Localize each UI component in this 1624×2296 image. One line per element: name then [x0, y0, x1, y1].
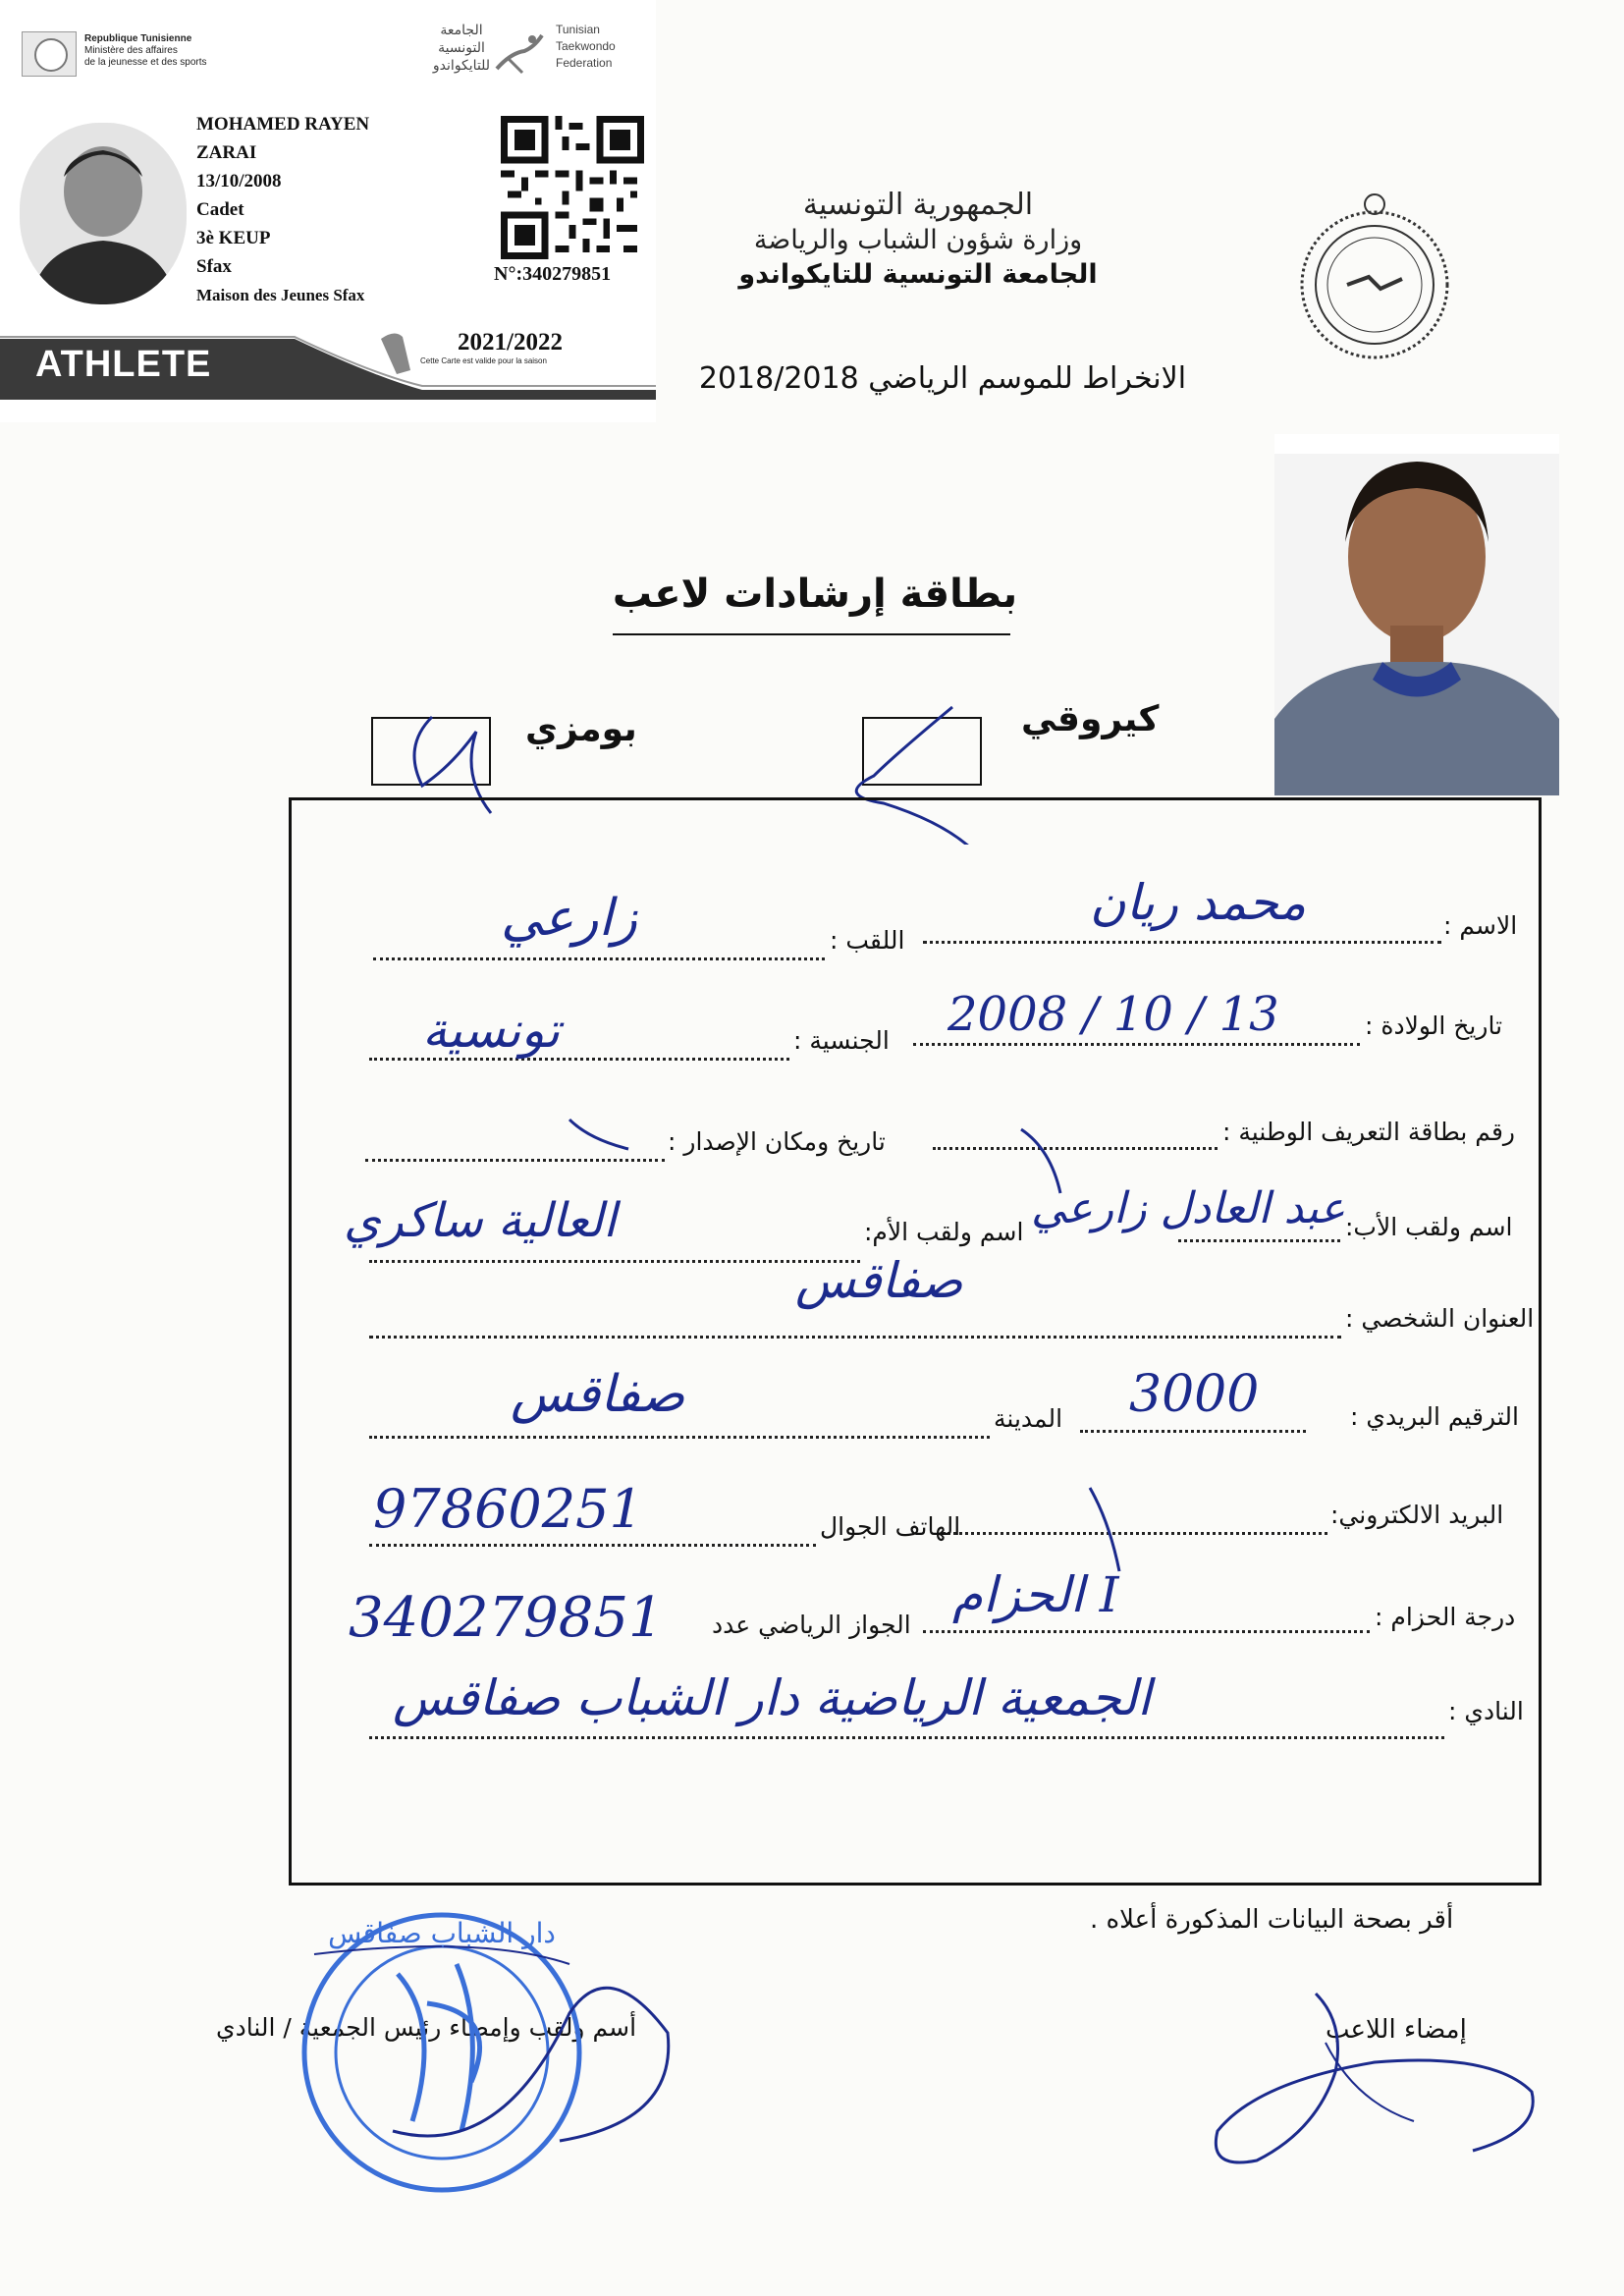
club-dots [369, 1736, 1444, 1739]
athlete-card [0, 0, 656, 422]
declaration-text: أقر بصحة البيانات المذكورة أعلاه . [1090, 1905, 1454, 1935]
letterhead-federation: الجامعة التونسية للتايكواندو [738, 259, 1098, 290]
birthdate-value[interactable]: 2008 / 10 / 13 [947, 987, 1279, 1042]
letterhead-republic: الجمهورية التونسية [802, 188, 1034, 222]
postal-label: الترقيم البريدي : [1350, 1402, 1519, 1431]
republic-line: Republique Tunisienne [84, 33, 192, 44]
address-dots [369, 1336, 1341, 1339]
federation-ar-line: للتايكواندو [432, 58, 491, 74]
card-club: Maison des Jeunes Sfax [196, 286, 365, 304]
issue-label: تاريخ ومكان الإصدار : [668, 1127, 886, 1156]
federation-en-line: Federation [556, 56, 613, 70]
tunisia-emblem-icon [22, 31, 77, 77]
mother-dots [369, 1260, 860, 1263]
federation-en-line: Taekwondo [556, 39, 616, 53]
address-value[interactable]: صفاقس [795, 1252, 963, 1309]
name-label: الاسم : [1443, 911, 1518, 940]
ministry-line: de la jeunesse et des sports [84, 57, 207, 68]
kyorugi-label: كيروقي [1021, 699, 1160, 739]
club-signature-label: أسم ولقب وإمضاء رئيس الجمعية / النادي [216, 2013, 637, 2042]
federation-seal-icon [1286, 187, 1463, 363]
card-photo [20, 123, 187, 304]
athlete-portrait-icon [20, 123, 187, 304]
surname-value[interactable]: زارعي [501, 889, 638, 948]
city-dots [369, 1436, 990, 1439]
belt-dots [923, 1630, 1370, 1633]
father-value[interactable]: عبد العادل زارعي [1031, 1183, 1346, 1233]
surname-dots [373, 957, 825, 960]
email-label: البريد الالكتروني: [1330, 1501, 1504, 1529]
poomsae-label: بومزي [525, 709, 637, 749]
card-first-name: MOHAMED RAYEN [196, 114, 370, 135]
postal-dots [1080, 1430, 1306, 1433]
player-photo [1274, 434, 1559, 795]
card-city: Sfax [196, 256, 232, 277]
father-dots [1178, 1239, 1340, 1242]
mother-label: اسم ولقب الأم: [864, 1218, 1024, 1246]
qr-code-icon [501, 116, 644, 259]
player-signature [1198, 1984, 1551, 2180]
birthdate-label: تاريخ الولادة : [1365, 1011, 1503, 1040]
issue-strokes [550, 1110, 1100, 1198]
club-stamp [245, 1895, 697, 2210]
belt-value[interactable]: الحزام I [952, 1566, 1119, 1623]
athlete-role-label: ATHLETE [35, 344, 212, 385]
enrolment-season: الانخراط للموسم الرياضي 2018/2018 [698, 361, 1187, 396]
mother-value[interactable]: العالية ساكري [344, 1193, 617, 1248]
title-underline [613, 633, 1010, 635]
passport-label: الجواز الرياضي عدد [712, 1611, 911, 1639]
form-title: بطاقة إرشادات لاعب [612, 572, 1018, 617]
name-dots [923, 941, 1441, 944]
city-label: المدينة [994, 1404, 1063, 1433]
ministry-header [84, 33, 207, 69]
club-value[interactable]: الجمعية الرياضية دار الشباب صفاقس [393, 1669, 1152, 1726]
belt-label: درجة الحزام : [1375, 1603, 1516, 1631]
letterhead [707, 187, 1129, 293]
card-number: N°:340279851 [494, 263, 612, 285]
postal-value[interactable]: 3000 [1129, 1365, 1260, 1424]
father-label: اسم ولقب الأب: [1345, 1213, 1513, 1241]
name-value[interactable]: محمد ريان [1090, 874, 1307, 931]
mobile-label: الهاتف الجوال [820, 1512, 961, 1541]
stamp-text: دار الشباب صفاقس [328, 1917, 556, 1949]
card-season-note: Cette Carte est valide pour la saison [420, 356, 547, 365]
card-grade: 3è KEUP [196, 228, 271, 248]
birthdate-dots [913, 1043, 1360, 1046]
passport-value[interactable]: 340279851 [349, 1586, 664, 1650]
card-last-name: ZARAI [196, 142, 257, 163]
city-value[interactable]: صفاقس [511, 1365, 685, 1424]
nationality-label: الجنسية : [793, 1026, 890, 1055]
club-label: النادي : [1448, 1697, 1524, 1725]
id-card-label: رقم بطاقة التعريف الوطنية : [1222, 1118, 1515, 1146]
mobile-dots [369, 1544, 816, 1547]
surname-label: اللقب : [830, 926, 905, 955]
federation-en-line: Tunisian [556, 23, 600, 36]
federation-english-name [556, 22, 616, 72]
letterhead-ministry: وزارة شؤون الشباب والرياضة [753, 225, 1083, 255]
federation-ar-line: الجامعة [440, 23, 483, 38]
ministry-line: Ministère des affaires [84, 45, 178, 56]
card-athlete-info [196, 110, 369, 309]
card-birth-date: 13/10/2008 [196, 171, 282, 191]
card-category: Cadet [196, 199, 244, 220]
mobile-value[interactable]: 97860251 [373, 1478, 643, 1540]
player-portrait-icon [1274, 434, 1559, 795]
card-season: 2021/2022 [458, 329, 563, 355]
address-label: العنوان الشخصي : [1345, 1304, 1535, 1333]
nationality-value[interactable]: تونسية [422, 1002, 561, 1059]
taekwondo-logo-icon [489, 29, 548, 79]
player-signature-label: إمضاء اللاعب [1326, 2015, 1467, 2045]
federation-ar-line: التونسية [438, 40, 485, 56]
